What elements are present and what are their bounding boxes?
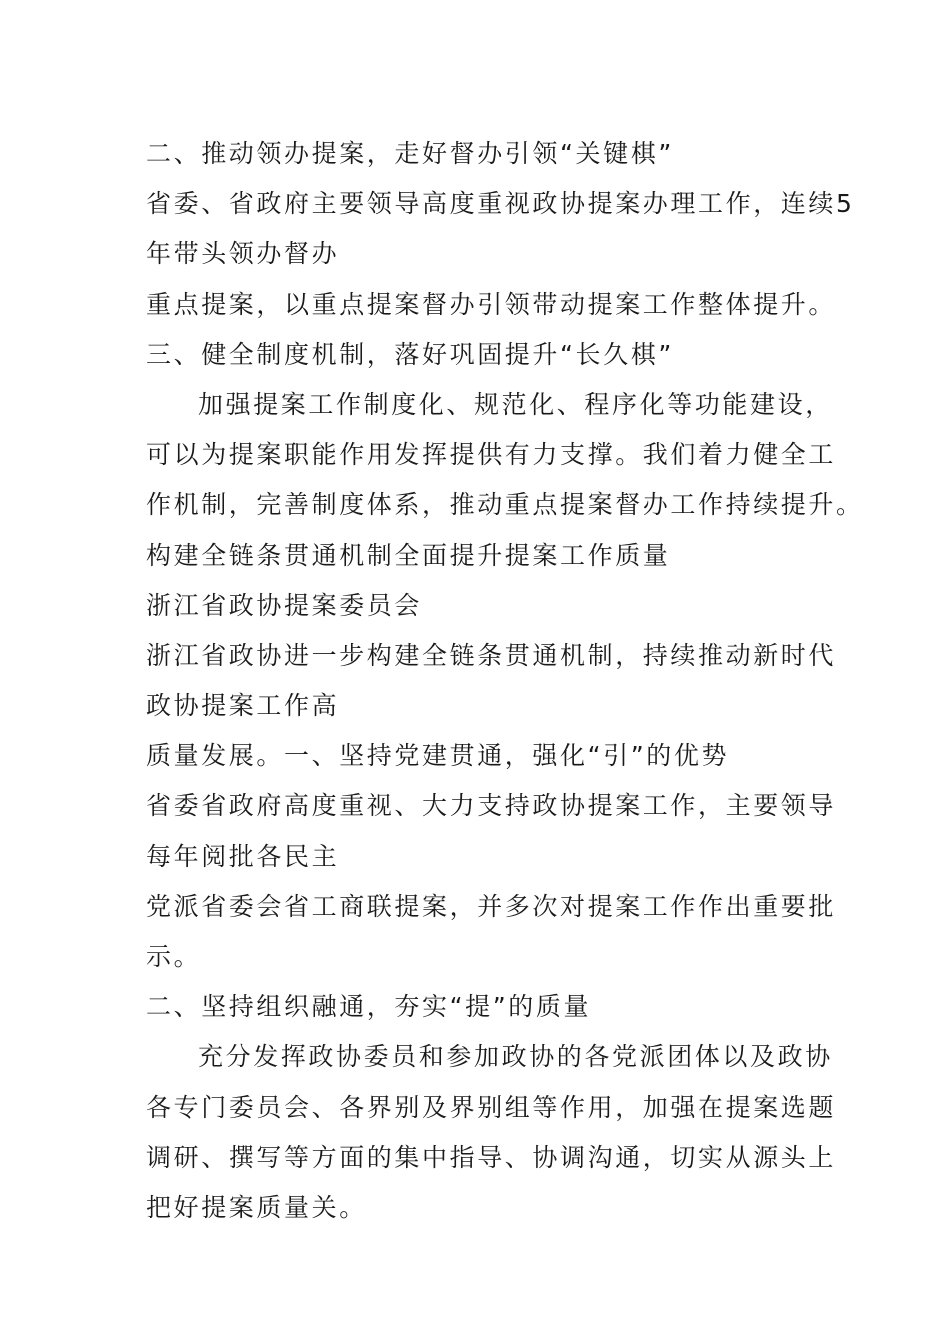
document-body [146,129,864,1233]
paragraph-line: 作机制，完善制度体系，推动重点提案督办工作持续提升。 [146,490,864,520]
paragraph-line: 示。 [146,942,202,971]
section-heading: 二、坚持组织融通，夯实“提”的质量 [146,992,592,1022]
paragraph-line: 把好提案质量关。 [146,1192,367,1222]
paragraph-line: 重点提案，以重点提案督办引领带动提案工作整体提升。 [146,289,837,319]
paragraph-line: 省委省政府高度重视、大力支持政协提案工作，主要领导 [146,791,837,821]
article-author: 浙江省政协提案委员会 [146,590,423,620]
paragraph-line: 充分发挥政协委员和参加政协的各党派团体以及政协 [198,1042,833,1072]
paragraph-line: 加强提案工作制度化、规范化、程序化等功能建设， [198,389,833,419]
section-heading: 二、推动领办提案，走好督办引领“关键棋” [146,139,674,168]
paragraph-line: 省委、省政府主要领导高度重视政协提案办理工作，连续5 [146,189,855,219]
paragraph-line: 调研、撰写等方面的集中指导、协调沟通，切实从源头上 [146,1142,837,1172]
section-heading: 三、健全制度机制，落好巩固提升“长久棋” [146,339,674,369]
paragraph-line: 党派省委会省工商联提案，并多次对提案工作作出重要批 [146,891,837,921]
paragraph-line: 年带头领办督办 [146,239,340,269]
paragraph-line: 每年阅批各民主 [146,841,340,871]
paragraph-line: 质量发展。一、坚持党建贯通，强化“引”的优势 [146,741,730,771]
paragraph-line: 各专门委员会、各界别及界别组等作用，加强在提案选题 [146,1092,837,1122]
article-title: 构建全链条贯通机制全面提升提案工作质量 [146,540,671,570]
paragraph-line: 可以为提案职能作用发挥提供有力支撑。我们着力健全工 [146,440,837,470]
paragraph-line: 浙江省政协进一步构建全链条贯通机制，持续推动新时代 [146,640,837,670]
paragraph-line: 政协提案工作高 [146,691,340,721]
